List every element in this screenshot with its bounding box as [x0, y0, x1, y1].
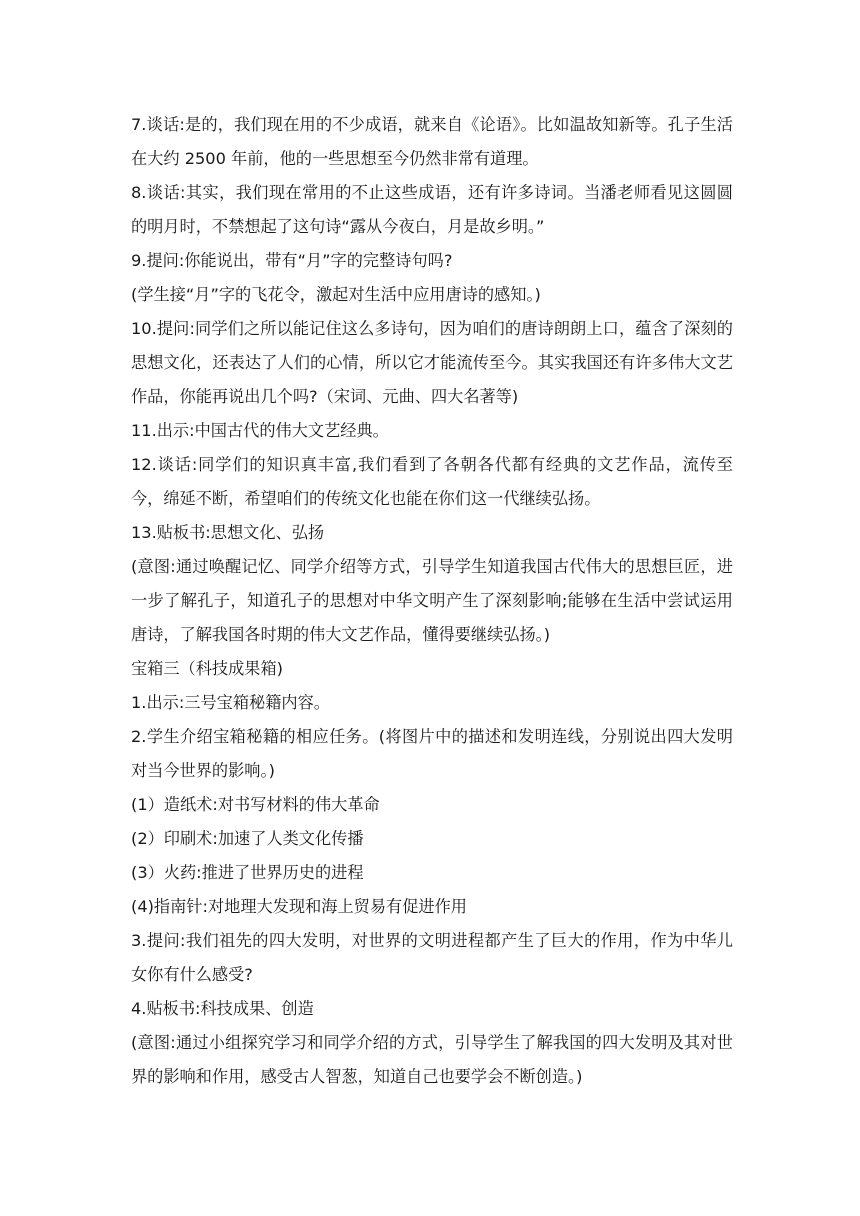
section-heading-treasure-3: 宝箱三（科技成果箱)	[131, 659, 284, 678]
paragraph-2-student-intro: 2.学生介绍宝箱秘籍的相应任务。(将图片中的描述和发明连线，分别说出四大发明对当今世界的影响。)	[131, 727, 733, 780]
paragraph-13-board: 13.贴板书:思想文化、弘扬	[131, 523, 325, 542]
paragraph-9-question-moon: 9.提问:你能说出，带有“月”字的完整诗句吗?	[131, 251, 453, 270]
paragraph-intent-2: (意图:通过小组探究学习和同学介绍的方式，引导学生了解我国的四大发明及其对世界的影响和作用，感受古人智葱，知道自己也要学会不断创造。)	[131, 1033, 733, 1086]
list-item-papermaking: (1）造纸术:对书写材料的伟大革命	[131, 795, 380, 814]
paragraph-10-question-works: 10.提问:同学们之所以能记住这么多诗句，因为咱们的唐诗朗朗上口，蕴含了深刻的思想文化，还表达了人们的心情，所以它才能流传至今。其实我国还有许多伟大文艺作品，你能再说出几个吗?（宋词、元曲、四大名著等)	[131, 319, 733, 406]
paragraph-note-feihualing: (学生接“月”字的飞花令，激起对生活中应用唐诗的感知。)	[131, 285, 541, 304]
paragraph-12-talk-heritage: 12.谈话:同学们的知识真丰富,我们看到了各朝各代都有经典的文艺作品，流传至今，绵延不断，希望咱们的传统文化也能在你们这一代继续弘扬。	[131, 455, 733, 508]
paragraph-intent-1: (意图:通过唤醒记忆、同学介绍等方式，引导学生知道我国古代伟大的思想巨匠，进一步了解孔子，知道孔子的思想对中华文明产生了深刻影响;能够在生活中尝试运用唐诗，了解我国各时期的伟大文艺作品，懂得要继续弘扬。)	[131, 557, 733, 644]
paragraph-7-talk-analects: 7.谈话:是的，我们现在用的不少成语，就来自《论语》。比如温故知新等。孔子生活在大约 2500 年前，他的一些思想至今仍然非常有道理。	[131, 115, 733, 168]
paragraph-3-question-feelings: 3.提问:我们祖先的四大发明，对世界的文明进程都产生了巨大的作用，作为中华儿女你有什么感受?	[131, 931, 733, 984]
list-item-gunpowder: (3）火药:推进了世界历史的进程	[131, 863, 364, 882]
list-item-printing: (2）印刷术:加速了人类文化传播	[131, 829, 364, 848]
paragraph-11-show-classics: 11.出示:中国古代的伟大文艺经典。	[131, 421, 389, 440]
list-item-compass: (4)指南针:对地理大发现和海上贸易有促进作用	[131, 897, 467, 916]
paragraph-1-show-box: 1.出示:三号宝箱秘籍内容。	[131, 693, 330, 712]
document-body	[131, 108, 733, 1094]
paragraph-4-board: 4.贴板书:科技成果、创造	[131, 999, 314, 1018]
paragraph-8-talk-poem: 8.谈话:其实，我们现在常用的不止这些成语，还有许多诗词。当潘老师看见这圆圆的明月时，不禁想起了这句诗“露从今夜白，月是故乡明。”	[131, 183, 733, 236]
